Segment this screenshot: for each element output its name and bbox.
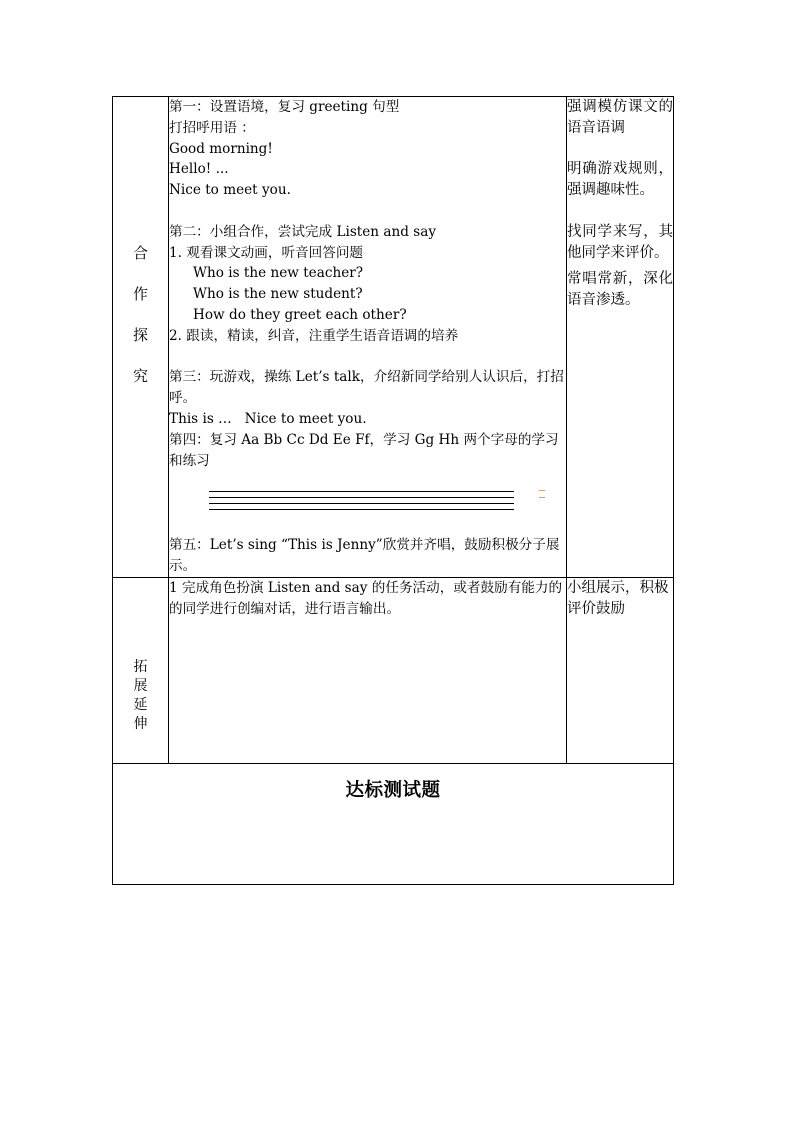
greeting-line: Nice to meet you. bbox=[169, 182, 291, 199]
exploration-label-char: 探 bbox=[132, 326, 148, 344]
note-item: 找同学来写，其他同学来评价。 bbox=[567, 223, 673, 261]
greeting-line: Hello! ... bbox=[169, 161, 229, 178]
exploration-label-char: 究 bbox=[132, 367, 148, 385]
exploration-label-char: 合 bbox=[132, 244, 148, 262]
note-item: 常唱常新，深化语音渗透。 bbox=[567, 271, 673, 309]
extension-row bbox=[113, 577, 674, 763]
step2-title: 第二：小组合作，尝试完成 Listen and say bbox=[169, 223, 437, 240]
note-item: 明确游戏规则，强调趣味性。 bbox=[567, 161, 673, 199]
extension-label-char: 延 bbox=[133, 696, 148, 713]
note-item: 强调模仿课文的语音语调 bbox=[567, 99, 673, 136]
letter-writing-lines bbox=[169, 481, 566, 529]
extension-text: 1 完成角色扮演 Listen and say 的任务活动，或者鼓励有能力的的同学进行创编对话，进行语言输出。 bbox=[169, 579, 563, 618]
step1-subtitle: 打招呼用语 ： bbox=[169, 119, 255, 136]
extension-notes bbox=[567, 577, 674, 763]
test-cell bbox=[113, 763, 674, 884]
step3-text: 第三：玩游戏，操练 Let’s talk，介绍新同学给别人认识后，打招呼。 bbox=[169, 369, 564, 407]
extension-label-char: 伸 bbox=[133, 715, 148, 732]
test-title: 达标测试题 bbox=[345, 779, 441, 801]
step5-text: 第五：Let’s sing “This is Jenny”欣赏并齐唱，鼓励积极分子展示。 bbox=[169, 537, 560, 575]
exploration-label bbox=[113, 97, 169, 578]
question-line: How do they greet each other? bbox=[193, 306, 407, 323]
exploration-content bbox=[169, 97, 567, 578]
exploration-notes bbox=[567, 97, 674, 578]
test-row bbox=[113, 763, 674, 884]
step3-example: This is … Nice to meet you. bbox=[169, 410, 367, 427]
step2-item2: 2. 跟读，精读，纠音，注重学生语音语调的培养 bbox=[169, 327, 459, 344]
extension-label bbox=[113, 577, 169, 763]
extension-content bbox=[169, 577, 567, 763]
exploration-row bbox=[113, 97, 674, 578]
question-line: Who is the new student? bbox=[193, 286, 363, 303]
step4-text: 第四：复习 Aa Bb Cc Dd Ee Ff，学习 Gg Hh 两个字母的学习和练习 bbox=[169, 431, 559, 469]
extension-label-char: 展 bbox=[133, 677, 148, 694]
extension-note: 小组展示，积极评价鼓励 bbox=[567, 579, 669, 617]
lesson-plan-table bbox=[112, 96, 674, 885]
greeting-line: Good morning! bbox=[169, 140, 273, 157]
step2-item1: 1. 观看课文动画，听音回答问题 bbox=[169, 244, 364, 261]
extension-label-char: 拓 bbox=[133, 658, 148, 675]
question-line: Who is the new teacher? bbox=[193, 265, 364, 282]
exploration-label-char: 作 bbox=[132, 285, 148, 303]
step1-title: 第一：设置语境，复习 greeting 句型 bbox=[169, 99, 400, 115]
